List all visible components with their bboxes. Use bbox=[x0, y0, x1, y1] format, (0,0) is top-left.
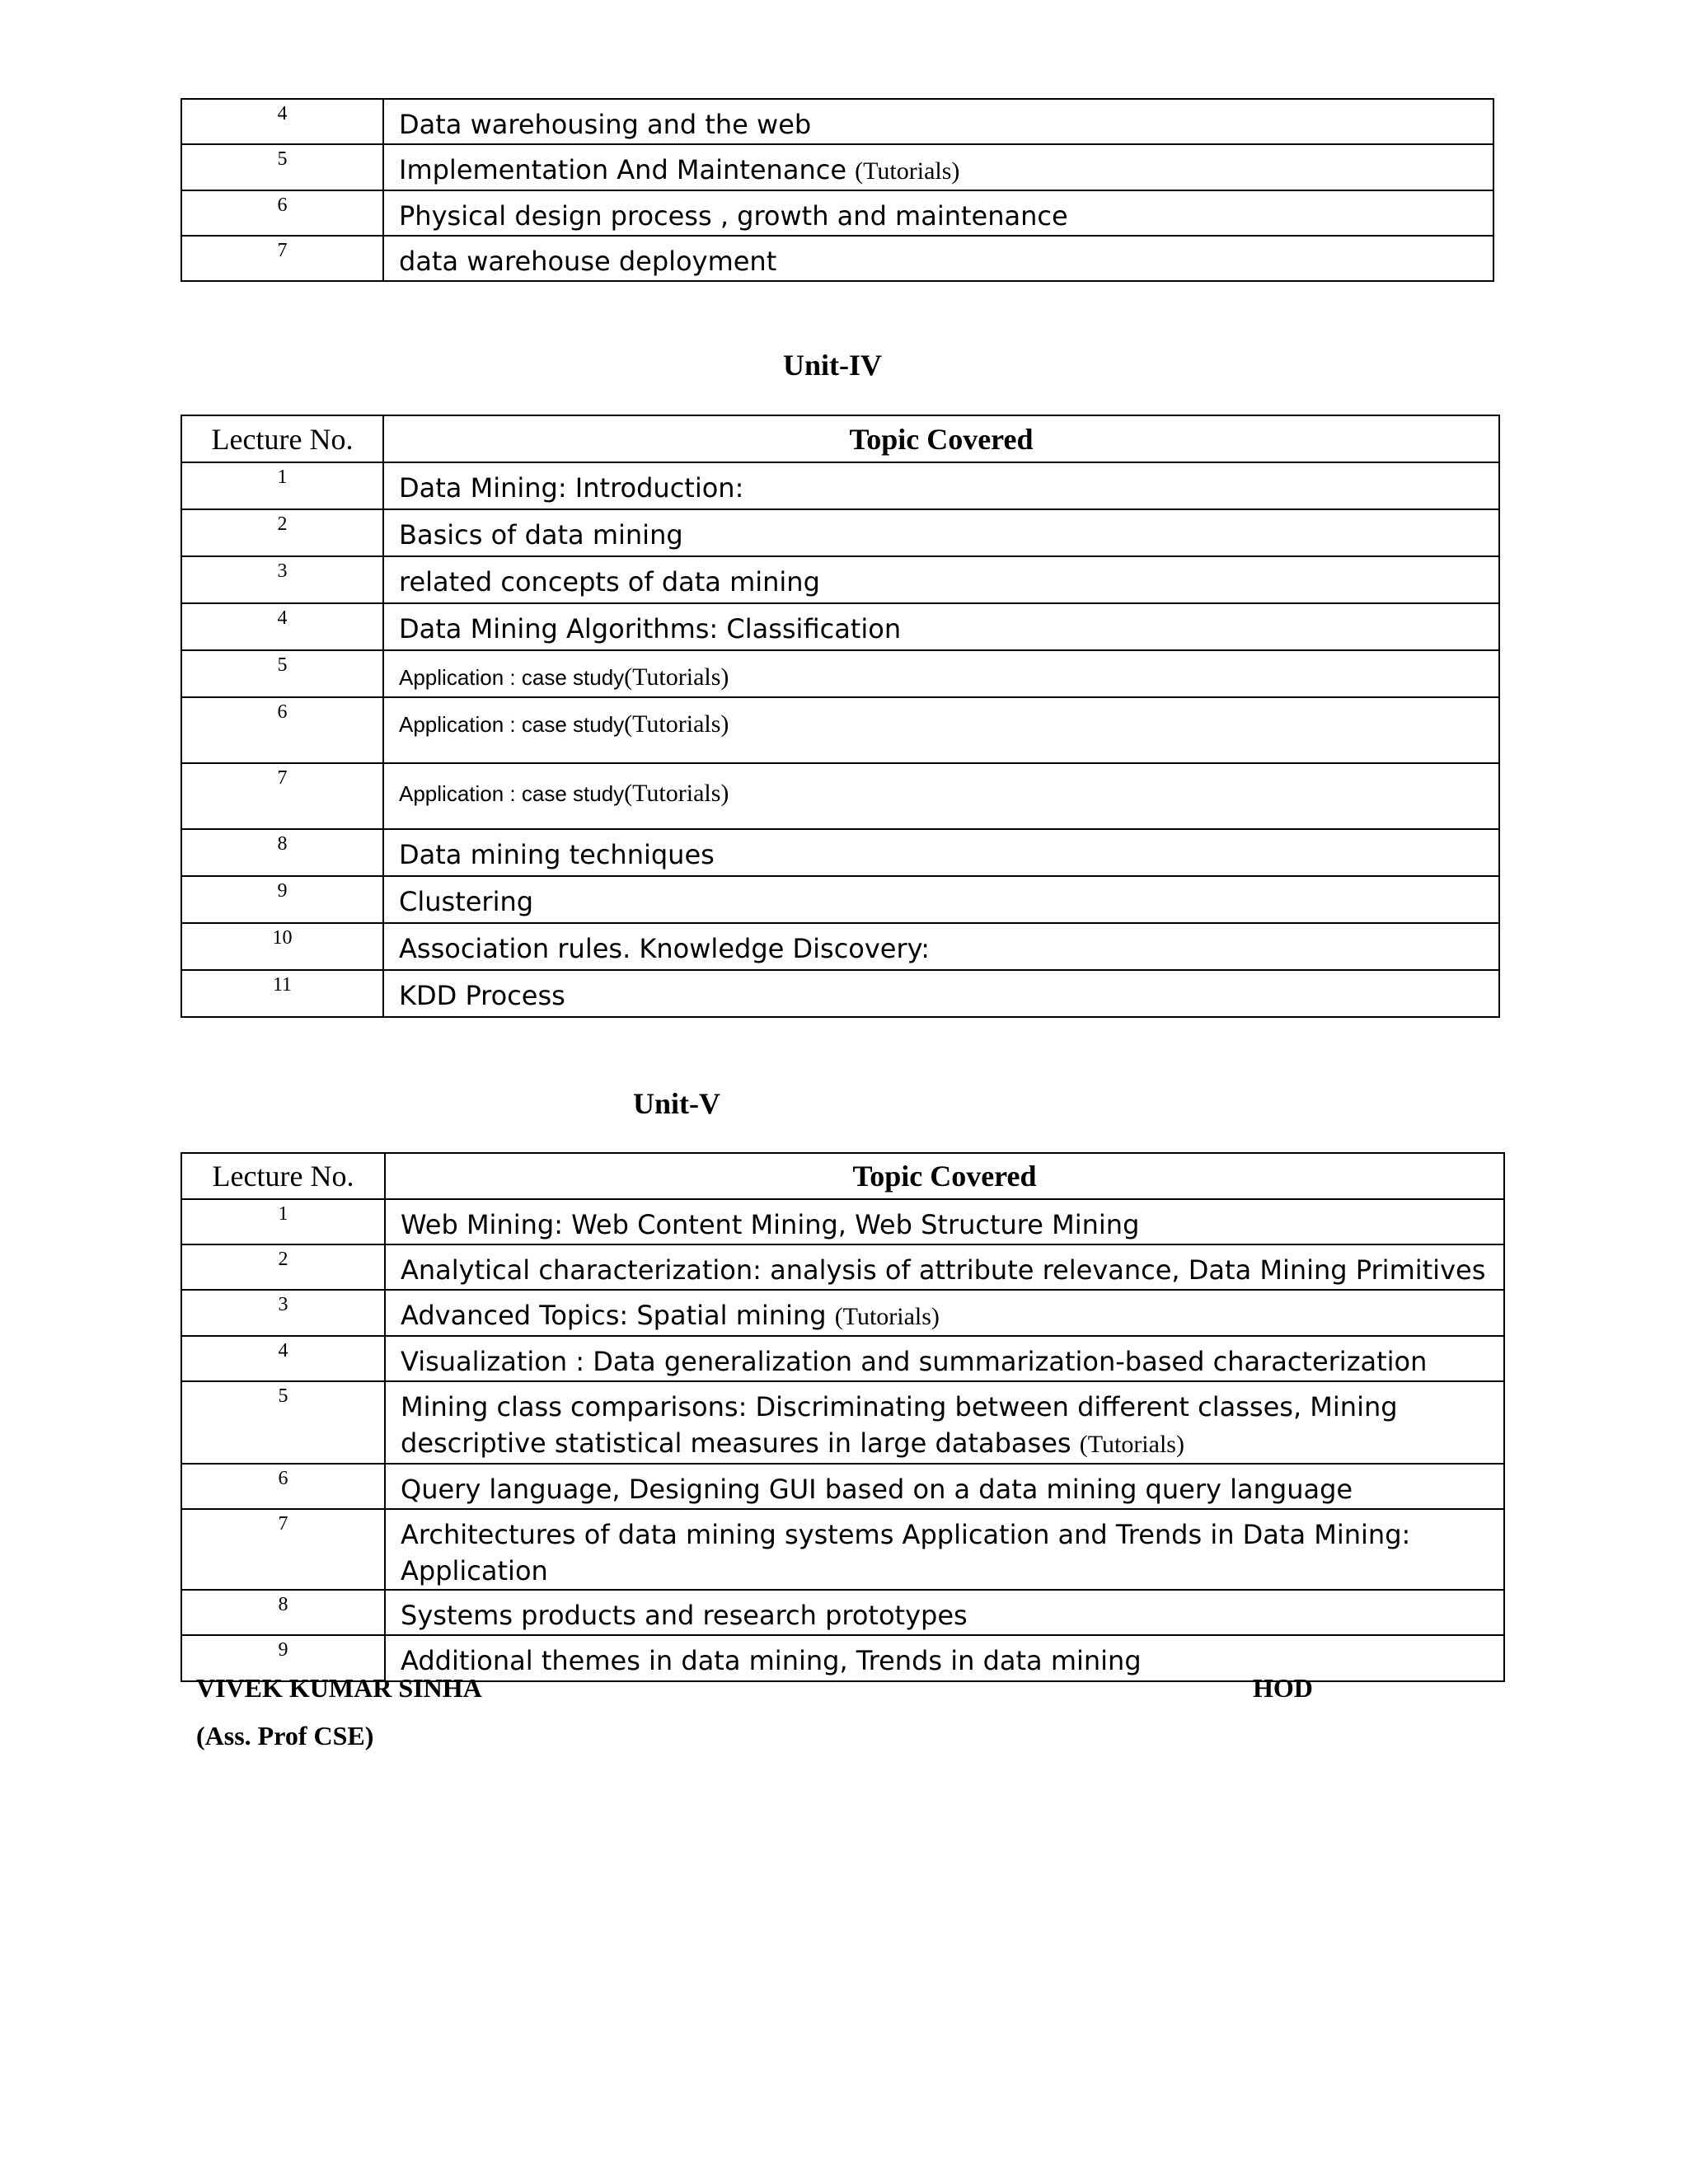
topic-text: Application : case study bbox=[399, 712, 625, 737]
lecture-number: 1 bbox=[181, 462, 383, 509]
topic-cell bbox=[383, 603, 1499, 650]
topic-text: Mining class comparisons: Discriminating between different classes, Mining descriptive statistical measures in large databases bbox=[401, 1391, 1398, 1459]
lecture-number: 5 bbox=[181, 650, 383, 697]
unit-iv-table bbox=[181, 415, 1500, 1018]
lecture-number: 6 bbox=[181, 1464, 385, 1509]
lecture-number: 11 bbox=[181, 970, 383, 1017]
topic-cell bbox=[383, 462, 1499, 509]
topic-text: KDD Process bbox=[399, 980, 565, 1011]
lecture-number: 6 bbox=[181, 190, 383, 236]
lecture-number: 1 bbox=[181, 1199, 385, 1244]
lecture-number: 5 bbox=[181, 1381, 385, 1464]
topic-text: Query language, Designing GUI based on a data mining query language bbox=[401, 1474, 1353, 1505]
topic-text: Data mining techniques bbox=[399, 839, 715, 870]
table-row bbox=[181, 603, 1499, 650]
topic-cell bbox=[385, 1590, 1504, 1635]
table-row bbox=[181, 1464, 1504, 1509]
tutorials-tag: (Tutorials) bbox=[624, 710, 729, 738]
column-header-lecture-no: Lecture No. bbox=[181, 415, 383, 462]
topic-text: Data Mining Algorithms: Classification bbox=[399, 613, 902, 644]
topic-cell bbox=[383, 763, 1499, 829]
topic-cell bbox=[383, 876, 1499, 923]
topic-cell bbox=[385, 1336, 1504, 1381]
topic-text: Basics of data mining bbox=[399, 519, 683, 551]
column-header-lecture-no: Lecture No. bbox=[181, 1153, 385, 1199]
table-row bbox=[181, 1381, 1504, 1464]
unit-v-title: Unit-V bbox=[633, 1087, 720, 1120]
topic-cell bbox=[385, 1635, 1504, 1681]
lecture-number: 9 bbox=[181, 1635, 385, 1681]
topic-cell bbox=[385, 1290, 1504, 1336]
table-row bbox=[181, 1590, 1504, 1635]
table-row bbox=[181, 190, 1493, 236]
topic-text: Systems products and research prototypes bbox=[401, 1600, 968, 1631]
topic-cell bbox=[383, 99, 1493, 144]
table-row bbox=[181, 144, 1493, 190]
table-row bbox=[181, 99, 1493, 144]
faculty-name: VIVEK KUMAR SINHA bbox=[196, 1673, 482, 1703]
topic-cell bbox=[385, 1509, 1504, 1590]
topic-text: Application : case study bbox=[399, 781, 625, 806]
topic-text: Application : case study bbox=[399, 665, 625, 690]
lecture-number: 2 bbox=[181, 509, 383, 556]
topic-text: data warehouse deployment bbox=[399, 246, 777, 277]
topic-cell bbox=[383, 236, 1493, 281]
lecture-number: 6 bbox=[181, 697, 383, 763]
topic-cell bbox=[385, 1381, 1504, 1464]
lecture-number: 2 bbox=[181, 1244, 385, 1290]
faculty-designation: (Ass. Prof CSE) bbox=[196, 1721, 374, 1750]
lecture-number: 8 bbox=[181, 829, 383, 876]
table-row bbox=[181, 1509, 1504, 1590]
column-header-topic: Topic Covered bbox=[383, 415, 1499, 462]
table-row bbox=[181, 1199, 1504, 1244]
unit-iv-title: Unit-IV bbox=[783, 349, 883, 382]
table-row bbox=[181, 236, 1493, 281]
lecture-number: 4 bbox=[181, 1336, 385, 1381]
table-row bbox=[181, 1244, 1504, 1290]
lecture-number: 9 bbox=[181, 876, 383, 923]
table-row bbox=[181, 697, 1499, 763]
lecture-number: 8 bbox=[181, 1590, 385, 1635]
tutorials-tag: (Tutorials) bbox=[855, 157, 960, 185]
tutorials-tag: (Tutorials) bbox=[1079, 1431, 1184, 1458]
lecture-number: 4 bbox=[181, 603, 383, 650]
hod-label: HOD bbox=[1253, 1673, 1313, 1703]
topic-text: Association rules. Knowledge Discovery: bbox=[399, 933, 931, 964]
topic-cell bbox=[383, 829, 1499, 876]
topic-cell bbox=[383, 190, 1493, 236]
topic-text: Architectures of data mining systems Application and Trends in Data Mining: Application bbox=[401, 1519, 1411, 1586]
table-row bbox=[181, 556, 1499, 603]
table-row bbox=[181, 1336, 1504, 1381]
unit3-continued-table bbox=[181, 98, 1494, 282]
table-row bbox=[181, 829, 1499, 876]
lecture-number: 3 bbox=[181, 556, 383, 603]
table-header-row bbox=[181, 1153, 1504, 1199]
topic-text: Advanced Topics: Spatial mining bbox=[401, 1300, 827, 1331]
tutorials-tag: (Tutorials) bbox=[624, 780, 729, 807]
table-row bbox=[181, 763, 1499, 829]
tutorials-tag: (Tutorials) bbox=[834, 1303, 940, 1330]
topic-cell bbox=[383, 970, 1499, 1017]
topic-cell bbox=[383, 556, 1499, 603]
topic-cell bbox=[385, 1464, 1504, 1509]
topic-text: Analytical characterization: analysis of attribute relevance, Data Mining Primitives bbox=[401, 1254, 1486, 1286]
topic-text: Additional themes in data mining, Trends in data mining bbox=[401, 1645, 1142, 1676]
topic-cell bbox=[385, 1244, 1504, 1290]
topic-text: Implementation And Maintenance bbox=[399, 154, 846, 185]
table-row bbox=[181, 650, 1499, 697]
unit-v-table bbox=[181, 1152, 1505, 1682]
topic-cell bbox=[383, 144, 1493, 190]
tutorials-tag: (Tutorials) bbox=[624, 663, 729, 691]
topic-text: Web Mining: Web Content Mining, Web Structure Mining bbox=[401, 1209, 1140, 1240]
column-header-topic: Topic Covered bbox=[385, 1153, 1504, 1199]
lecture-number: 7 bbox=[181, 1509, 385, 1590]
topic-cell bbox=[383, 509, 1499, 556]
topic-cell bbox=[383, 923, 1499, 970]
table-row bbox=[181, 970, 1499, 1017]
topic-text: related concepts of data mining bbox=[399, 566, 820, 598]
table-row bbox=[181, 876, 1499, 923]
topic-text: Data Mining: Introduction: bbox=[399, 472, 744, 504]
topic-cell bbox=[383, 697, 1499, 763]
topic-text: Physical design process , growth and maintenance bbox=[399, 200, 1068, 232]
lecture-number: 3 bbox=[181, 1290, 385, 1336]
table-row bbox=[181, 923, 1499, 970]
lecture-number: 5 bbox=[181, 144, 383, 190]
lecture-number: 7 bbox=[181, 763, 383, 829]
lecture-number: 7 bbox=[181, 236, 383, 281]
lecture-number: 4 bbox=[181, 99, 383, 144]
topic-text: Data warehousing and the web bbox=[399, 109, 812, 140]
table-header-row bbox=[181, 415, 1499, 462]
topic-cell bbox=[385, 1199, 1504, 1244]
table-row bbox=[181, 462, 1499, 509]
topic-cell bbox=[383, 650, 1499, 697]
topic-text: Visualization : Data generalization and summarization-based characterization bbox=[401, 1346, 1428, 1377]
lecture-number: 10 bbox=[181, 923, 383, 970]
table-row bbox=[181, 1290, 1504, 1336]
topic-text: Clustering bbox=[399, 886, 534, 917]
table-row bbox=[181, 509, 1499, 556]
